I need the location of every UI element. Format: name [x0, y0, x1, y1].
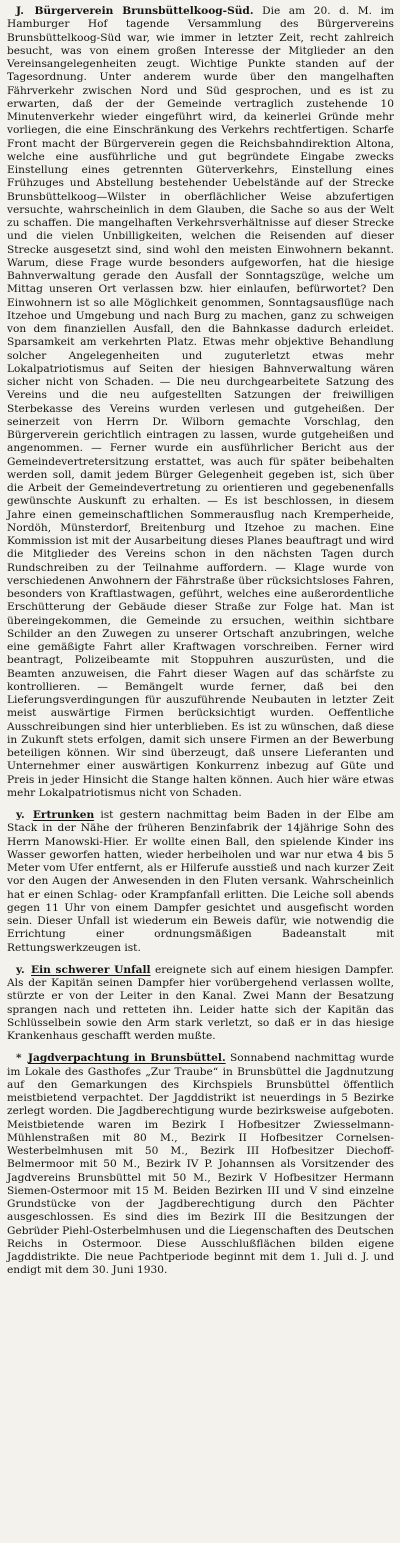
article-marker: y.	[16, 809, 25, 821]
article-headline: Bürgerverein Brunsbüttelkoog-Süd.	[34, 5, 254, 17]
article-headline: Ein schwerer Unfall	[31, 963, 151, 976]
article-body: ereignete sich auf einem hiesigen Dampfer. Als der Kapitän seinen Dampfer hier vorübergehend verlassen wollte, stürzte er von der Leiter in den Kanal. Zwei Mann der Besatzung sprangen nach und retteten ihn. Leider hatte sich der Kapitän das Schlüsselbein sowie den Arm stark verletzt, so daß er in das hiesige Krankenhaus geschafft werden mußte.	[7, 963, 394, 1042]
article-paragraph	[7, 1052, 394, 1277]
article-paragraph	[7, 964, 394, 1044]
article-body: Die am 20. d. M. im Hamburger Hof tagende Versammlung des Bürgervereins Brunsbüttelkoog-Süd war, wie immer in letzter Zeit, recht zahlreich besucht, was von einem großen Interesse der Mitglieder an den Vereinsangelegenheiten zeugt. Wichtige Punkte standen auf der Tagesordnung. Unter anderem wurde über den mangelhaften Fährverkehr zwischen Nord und Süd gesprochen, und es ist zu erwarten, daß der der Gemeinde vertraglich zustehende 10 Minutenverkehr wieder eingeführt wird, da keinerlei Gründe mehr vorliegen, die eine Einschränkung des Verkehrs rechtfertigen. Scharfe Front macht der Bürgerverein gegen die Reichsbahndirektion Altona, welche eine ausführliche und gut begründete Eingabe zwecks Einstellung eines getrennten Güterverkehrs, Einstellung eines Frühzuges und Abstellung bestehender Uebelstände auf der Strecke Brunsbüttelkoog—Wilster in oberflächlicher Weise abzufertigen versuchte, wahrscheinlich in dem Glauben, die Sache so aus der Welt zu schaffen. Die mangelhaften Verkehrsverhältnisse auf dieser Strecke und die vielen Unbilligkeiten, welchen die Reisenden auf dieser Strecke ausgesetzt sind, sind wohl den meisten Einwohnern bekannt. Warum, diese Frage wurde besonders aufgeworfen, hat die hiesige Bahnverwaltung gerade den Ausfall der Sonntagszüge, welche um Mittag unseren Ort verlassen bzw. hier einlaufen, befürwortet? Den Einwohnern ist so alle Möglichkeit genommen, Sonntagsausflüge nach Itzehoe und Umgebung und nach Burg zu machen, ganz zu schweigen von dem finanziellen Ausfall, den die Bahnkasse dadurch erleidet. Sparsamkeit am verkehrten Platz. Etwas mehr objektive Behandlung solcher Angelegenheiten und zuguterletzt etwas mehr Lokalpatriotismus auf Seiten der hiesigen Bahnverwaltung wären sicher nicht von Schaden. — Die neu durchgearbeitete Satzung des Vereins und die neu aufgestellten Satzungen der freiwilligen Sterbekasse des Vereins wurden verlesen und gutgeheißen. Der seinerzeit von Herrn Dr. Wilborn gemachte Vorschlag, den Bürgerverein gerichtlich eintragen zu lassen, wurde gutgeheißen und angenommen. — Ferner wurde ein ausführlicher Bericht aus der Gemeindevertretersitzung erstattet, was auch für später beibehalten werden soll, damit jedem Bürger Gelegenheit gegeben ist, sich über die Arbeit der Gemeindevertretung zu orientieren und gegebenenfalls gewünschte Auskunft zu erhalten. — Es ist beschlossen, in diesem Jahre einen gemeinschaftlichen Sommerausflug nach Kremperheide, Nordöh, Münsterdorf, Breitenburg und Itzehoe zu machen. Eine Kommission ist mit der Ausarbeitung dieses Planes beauftragt und wird die Mitglieder des Vereins schon in den nächsten Tagen durch Rundschreiben zu der Teilnahme auffordern. — Klage wurde von verschiedenen Anwohnern der Fährstraße über rücksichtsloses Fahren, besonders von Kraftlastwagen, geführt, welches eine außerordentliche Erschütterung der Gebäude dieser Straße zur Folge hat. Man ist übereingekommen, die Gemeinde zu ersuchen, weithin sichtbare Schilder an den Zuwegen zu unserer Ortschaft anzubringen, welche eine gemäßigte Fahrt aller Kraftwagen vorschreiben. Ferner wird beantragt, Polizeibeamte mit Stoppuhren auszurüsten, und die Beamten anzuweisen, die Fahrt dieser Wagen auf das schärfste zu kontrollieren. — Bemängelt wurde ferner, daß bei den Lieferungsverdingungen für auszuführende Neubauten in letzter Zeit meist auswärtige Firmen berücksichtigt wurden. Oeffentliche Ausschreibungen sind hier unterblieben. Es ist zu wünschen, daß diese in Zukunft stets erfolgen, damit sich unsere Firmen an der Bewerbung beteiligen können. Wir sind überzeugt, daß unsere Lieferanten und Unternehmer einer auswärtigen Konkurrenz inbezug auf Güte und Preis in jeder Hinsicht die Stange halten können. Auch hier wäre etwas mehr Lokalpatriotismus nicht von Schaden.	[7, 5, 395, 799]
article-body: Sonnabend nachmittag wurde im Lokale des Gasthofes „Zur Traube“ in Brunsbüttel die Jagdnutzung auf den Gemarkungen des Kirchspiels Brunsbüttel öffentlich meistbietend verpachtet. Der Jagddistrikt ist neuerdings in 5 Bezirke zerlegt worden. Die Jagdberechtigung wurde bezirksweise aufgeboten. Meistbietende waren im Bezirk I Hofbesitzer Zwiesselmann-Mühlenstraßen mit 80 M., Bezirk II Hofbesitzer Cornelsen-Westerbelmhusen mit 50 M., Bezirk III Hofbesitzer Diechoff-Belmermoor mit 50 M., Bezirk IV P. Johannsen als Vorsitzender des Jagdvereins Brunsbüttel mit 50 M., Bezirk V Hofbesitzer Hermann Siemen-Ostermoor mit 15 M. Beiden Bezirken III und V sind einzelne Grundstücke von der Jagdberechtigung durch den Pächter ausgeschlossen. Es sind dies im Bezirk III die Besitzungen der Gebrüder Piehl-Osterbelmhusen und die Liegenschaften des Deutschen Reichs in Ostermoor. Diese Ausschlußflächen bilden eigene Jagddistrikte. Die neue Pachtperiode beginnt mit dem 1. Juli d. J. und endigt mit dem 30. Juni 1930.	[7, 1052, 395, 1277]
article-paragraph	[7, 5, 394, 800]
article-body: ist gestern nachmittag beim Baden in der Elbe am Stack in der Nähe der früheren Benzinfabrik der 14jährige Sohn des Herrn Manowski-Hier. Er wollte einen Ball, den spielende Kinder ins Wasser geworfen hatten, wieder herbeiholen und war nur etwa 4 bis 5 Meter vom Ufer entfernt, als er Hilferufe ausstieß und nach kurzer Zeit vor den Augen der Anwesenden in den Fluten versank. Wahrscheinlich hat er einen Schlag- oder Krampfanfall erlitten. Die Leiche soll abends gegen 11 Uhr von einem Dampfer gesichtet und ausgefischt worden sein. Dieser Unfall ist wiederum ein Beweis dafür, wie notwendig die Errichtung einer ordnungsmäßigen Badeanstalt mit Rettungswerkzeugen ist.	[7, 809, 394, 954]
article-unfall	[7, 964, 394, 1044]
article-marker: y.	[16, 963, 25, 976]
article-ertrunken	[7, 809, 394, 955]
article-marker: J.	[16, 5, 24, 17]
article-marker: *	[16, 1052, 22, 1065]
article-headline: Ertrunken	[32, 809, 95, 821]
article-paragraph	[7, 809, 394, 955]
article-jagdverpachtung	[7, 1052, 394, 1277]
article-headline: Jagdverpachtung in Brunsbüttel.	[27, 1052, 226, 1065]
article-buergerverein	[7, 5, 394, 800]
